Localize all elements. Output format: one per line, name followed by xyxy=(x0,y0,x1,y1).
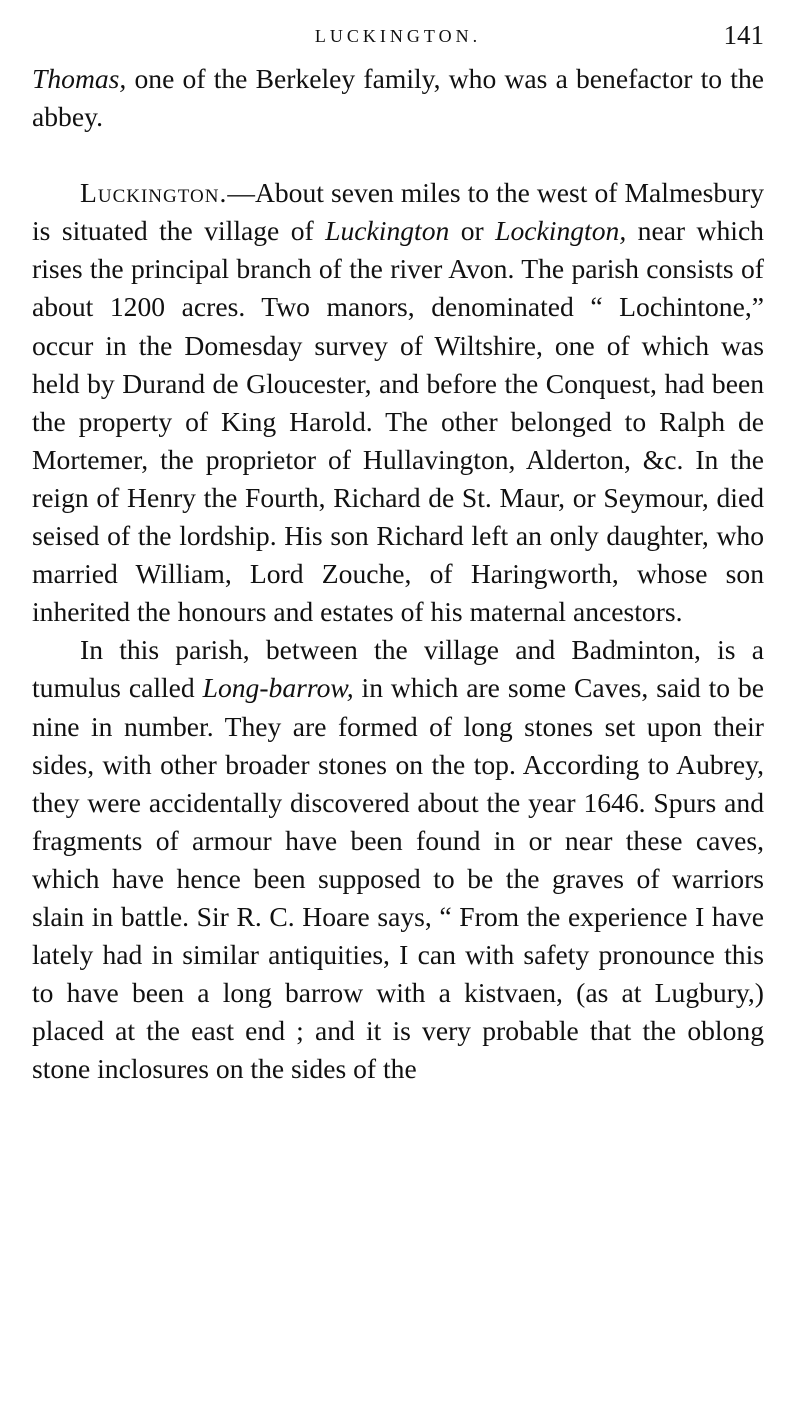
paragraph-text: one of the Berkeley family, who was a benefactor to the abbey. xyxy=(32,63,764,133)
paragraph-long-barrow xyxy=(32,631,764,1088)
body-text xyxy=(32,60,764,1088)
running-title: LUCKINGTON. xyxy=(314,26,482,46)
paragraph-text: near which rises the principal branch of the river Avon. The parish consists of about 1200 acres. Two manors, denominated “ Lochintone,” occur in the Domesday survey of Wiltshire, one of which was held by Durand de Gloucester, and before the Conquest, had been the property of King Harold. The other belonged to Ralph de Mortemer, the proprietor of Hullavington, Alderton, &c. In the reign of Henry the Fourth, Richard de St. Maur, or Seymour, died seised of the lordship. His son Richard left an only daughter, who married William, Lord Zouche, of Haringworth, whose son inherited the honours and estates of his maternal ancestors. xyxy=(32,215,764,628)
page-number: 141 xyxy=(723,20,764,50)
book-page xyxy=(32,16,764,1088)
italic-long-barrow: Long-barrow, xyxy=(202,672,354,704)
section-heading: Luckington. xyxy=(80,177,228,209)
italic-name-thomas: Thomas, xyxy=(32,63,127,94)
italic-place-lockington: Lockington, xyxy=(495,215,627,247)
paragraph-text: or xyxy=(449,215,496,247)
paragraph-luckington xyxy=(32,174,764,631)
paragraph-text: In this parish, between the village and Badminton, is a tumulus called xyxy=(32,634,764,704)
paragraph-text: in which are some Caves, said to be nine in number. They are formed of long stones set upon their sides, with other broader stones on the top. According to Aubrey, they were accidentally discovered about the year 1646. Spurs and fragments of armour have been found in or near these caves, which have hence been supposed to be the graves of warriors slain in battle. Sir R. C. Hoare says, “ From the experience I have lately had in similar antiquities, I can with safety pronounce this to have been a long barrow with a kistvaen, (as at Lugbury,) placed at the east end ; and it is very probable that the oblong stone inclosures on the sides of the xyxy=(32,672,764,1085)
paragraph-text: —About seven miles to the west of Malmesbury is situated the village of xyxy=(32,177,764,247)
running-head xyxy=(32,16,764,60)
paragraph-continuation xyxy=(32,60,764,136)
italic-place-luckington: Luckington xyxy=(325,215,450,247)
